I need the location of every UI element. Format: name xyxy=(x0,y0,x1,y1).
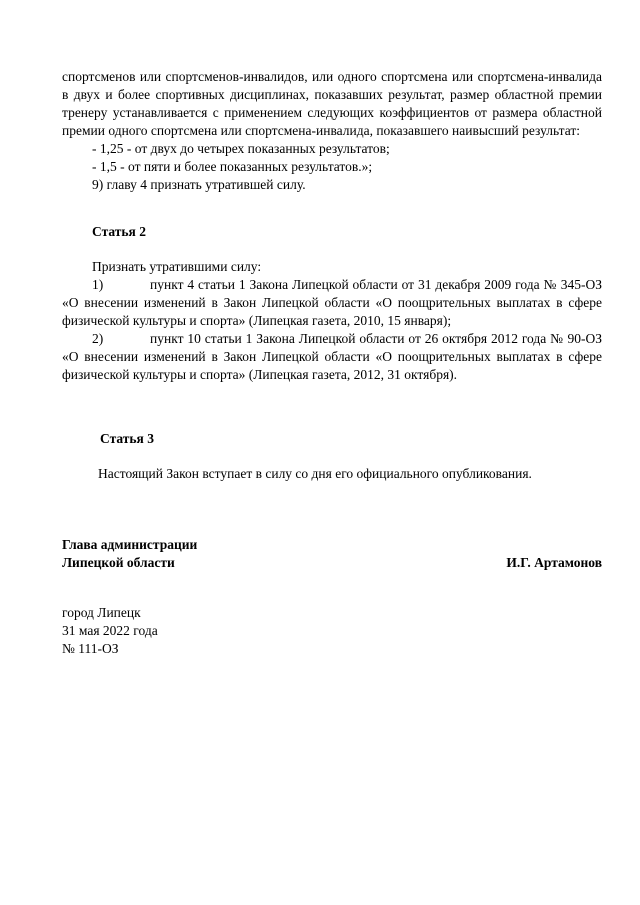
article-3-text: Настоящий Закон вступает в силу со дня его официального опубликования. xyxy=(98,466,532,481)
continued-paragraph: спортсменов или спортсменов-инвалидов, или одного спортсмена или спортсмена-инвалида в двух и более спортивных дисциплинах, показавших результат, размер областной премии тренеру устанавливается с применением следующих коэффициентов от размера областной премии одного спортсмена или спортсмена-инвалида, показавшего наивысший результат: xyxy=(62,69,602,138)
article-2 xyxy=(62,223,602,241)
article-3-title: Статья 3 xyxy=(100,431,154,446)
item-2-text: пункт 10 статьи 1 Закона Липецкой области от 26 октября 2012 года № 90-ОЗ «О внесении изменений в Закон Липецкой области «О поощрительных выплатах в сфере физической культуры и спорта» (Липецкая газета, 2012, 31 октября). xyxy=(62,331,602,382)
item-1-number: 1) xyxy=(92,277,104,292)
signatory-name: И.Г. Артамонов xyxy=(506,555,602,570)
article-2-item-2 xyxy=(62,330,602,384)
coefficient-item-1: - 1,25 - от двух до четырех показанных результатов; xyxy=(92,141,390,156)
coefficient-item-2: - 1,5 - от пяти и более показанных результатов.»; xyxy=(92,159,373,174)
article-2-intro: Признать утратившими силу: xyxy=(92,259,262,274)
footer-number: № 111-ОЗ xyxy=(62,641,119,656)
signature-position-line2: Липецкой области xyxy=(62,555,175,570)
article-2-body xyxy=(62,258,602,384)
item-2-number: 2) xyxy=(92,331,104,346)
document-footer xyxy=(62,604,602,658)
article-2-title: Статья 2 xyxy=(92,224,146,239)
article-3-body xyxy=(62,465,602,483)
item-1-text: пункт 4 статьи 1 Закона Липецкой области от 31 декабря 2009 года № 345-ОЗ «О внесении изменений в Закон Липецкой области «О поощрительных выплатах в сфере физической культуры и спорта» (Липецкая газета, 2010, 15 января); xyxy=(62,277,602,328)
footer-city: город Липецк xyxy=(62,605,141,620)
signature-position-line1: Глава администрации xyxy=(62,537,198,552)
signature-block xyxy=(62,536,602,572)
continued-section xyxy=(62,68,602,194)
point-9: 9) главу 4 признать утратившей силу. xyxy=(92,177,306,192)
article-3 xyxy=(62,430,602,448)
footer-date: 31 мая 2022 года xyxy=(62,623,158,638)
article-2-item-1 xyxy=(62,276,602,330)
